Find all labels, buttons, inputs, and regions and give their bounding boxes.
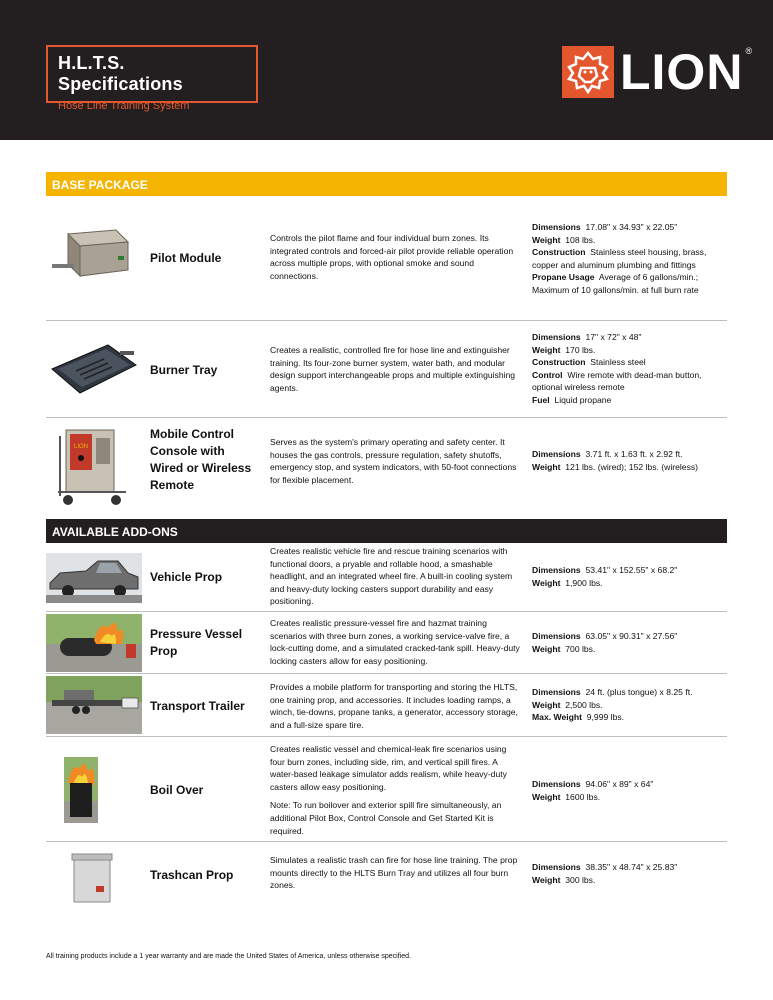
base-package-header: BASE PACKAGE [46, 172, 727, 196]
product-specs: Dimensions 24 ft. (plus tongue) x 8.25 ft. Weight 2,500 lbs. Max. Weight 9,999 lbs. [532, 687, 693, 723]
pressure-vessel-image [46, 614, 142, 672]
product-specs: Dimensions 63.05" x 90.31" x 27.56" Weight 700 lbs. [532, 631, 678, 654]
product-description: Creates realistic vehicle fire and rescue training scenarios with functional doors, a pryable and rollable hood, a smashable headlight, and an integrated wheel fire. A built-in cooling system and heavy-duty locking casters support durability and easy positioning. [270, 546, 513, 607]
product-description: Controls the pilot flame and four individual burn zones. Its integrated controls and forced-air pilot provide reliable operation across multiple props, with optional smoke and sound connections. [270, 233, 514, 281]
product-name: Pilot Module [150, 251, 222, 265]
product-name: Boil Over [150, 783, 204, 797]
product-row-burner-tray [46, 321, 727, 418]
lion-head-icon [562, 46, 614, 98]
pilot-module-image [46, 224, 142, 284]
product-description [270, 743, 520, 837]
product-row-transport-trailer [46, 674, 727, 737]
registered-mark: ® [745, 46, 753, 56]
product-description: Provides a mobile platform for transporting and storing the HLTS, one training prop, and accessories. It includes loading ramps, a winch, tie-downs, propane tanks, a generator, accessory storage, and a full-size spare tire. [270, 682, 518, 730]
product-specs: Dimensions 17" x 72" x 48" Weight 170 lbs. Construction Stainless steel Control Wire remote with dead-man button, optional wireless remote Fuel Liquid propane [532, 332, 702, 405]
svg-text:LION: LION [73, 444, 89, 450]
product-description: Serves as the system's primary operating and safety center. It houses the gas controls, pressure regulation, safety shutoffs, emergency stop, and system indicators, with 50-foot connections for flexible placement. [270, 437, 517, 485]
product-row-trashcan-prop [46, 842, 727, 908]
product-name: Burner Tray [150, 363, 218, 377]
vehicle-prop-image [46, 553, 142, 603]
product-description: Simulates a realistic trash can fire for hose line training. The prop mounts directly to the HLTS Burn Tray and utilizes all four burn zones. [270, 855, 518, 891]
product-description-text: Creates realistic vessel and chemical-leak fire scenarios using four burn zones, including side, rim, and vertical spill fires. A water-based leakage simulator adds realism, while heavy-duty casters allow easy positioning. [270, 744, 507, 792]
product-row-boil-over [46, 737, 727, 842]
product-row-pilot-module [46, 196, 727, 321]
product-name: Vehicle Prop [150, 570, 223, 584]
product-row-pressure-vessel-prop [46, 612, 727, 674]
product-specs: Dimensions 38.35" x 48.74" x 25.83" Weight 300 lbs. [532, 862, 678, 885]
product-name: Mobile Control Console with Wired or Wireless Remote [150, 427, 252, 492]
product-name: Transport Trailer [150, 699, 245, 713]
control-console-image [46, 424, 142, 510]
burner-tray-image [46, 339, 142, 399]
product-name: Trashcan Prop [150, 868, 234, 882]
product-specs: Dimensions 53.41" x 152.55" x 68.2" Weight 1,900 lbs. [532, 565, 678, 588]
addons-header: AVAILABLE ADD-ONS [46, 519, 727, 543]
page-header [0, 0, 773, 140]
product-row-control-console [46, 418, 727, 518]
boil-over-image [46, 757, 142, 823]
product-specs: Dimensions 94.06" x 89" x 64" Weight 1600 lbs. [532, 779, 654, 802]
brand-logo [562, 46, 752, 98]
product-note: Note: To run boilover and exterior spill fire simultaneously, an additional Pilot Box, Control Console and Get Started Kit is required. [270, 800, 502, 836]
warranty-footnote: All training products include a 1 year warranty and are made the United States of America, unless otherwise specified. [46, 953, 411, 960]
trashcan-prop-image [46, 850, 142, 904]
brand-wordmark: LION [620, 44, 744, 100]
product-specs: Dimensions 17.08" x 34.93" x 22.05" Weight 108 lbs. Construction Stainless steel housing, brass, copper and aluminum plumbing and fittings Propane Usage Average of 6 gallons/min.; Maximum of 10 gallons/min. at full burn rate [532, 222, 707, 295]
product-name: Pressure Vessel Prop [150, 627, 243, 658]
transport-trailer-image [46, 676, 142, 734]
page-title: H.L.T.S. Specifications [58, 53, 183, 94]
product-row-vehicle-prop [46, 543, 727, 612]
product-description: Creates a realistic, controlled fire for hose line and extinguisher training. Its four-zone burner system, water bath, and modular design support interchangeable props and multiple extinguishing agents. [270, 345, 516, 393]
product-description: Creates realistic pressure-vessel fire and hazmat training scenarios with three burn zones, a working service-valve fire, a lock-cutting dome, and a simulated cracked-tank spill. Heavy-duty locking casters allow for easy positioning. [270, 618, 520, 666]
product-specs: Dimensions 3.71 ft. x 1.63 ft. x 2.92 ft. Weight 121 lbs. (wired); 152 lbs. (wireless) [532, 449, 699, 472]
page-subtitle: Hose Line Training System [58, 100, 190, 112]
title-box [46, 45, 258, 112]
